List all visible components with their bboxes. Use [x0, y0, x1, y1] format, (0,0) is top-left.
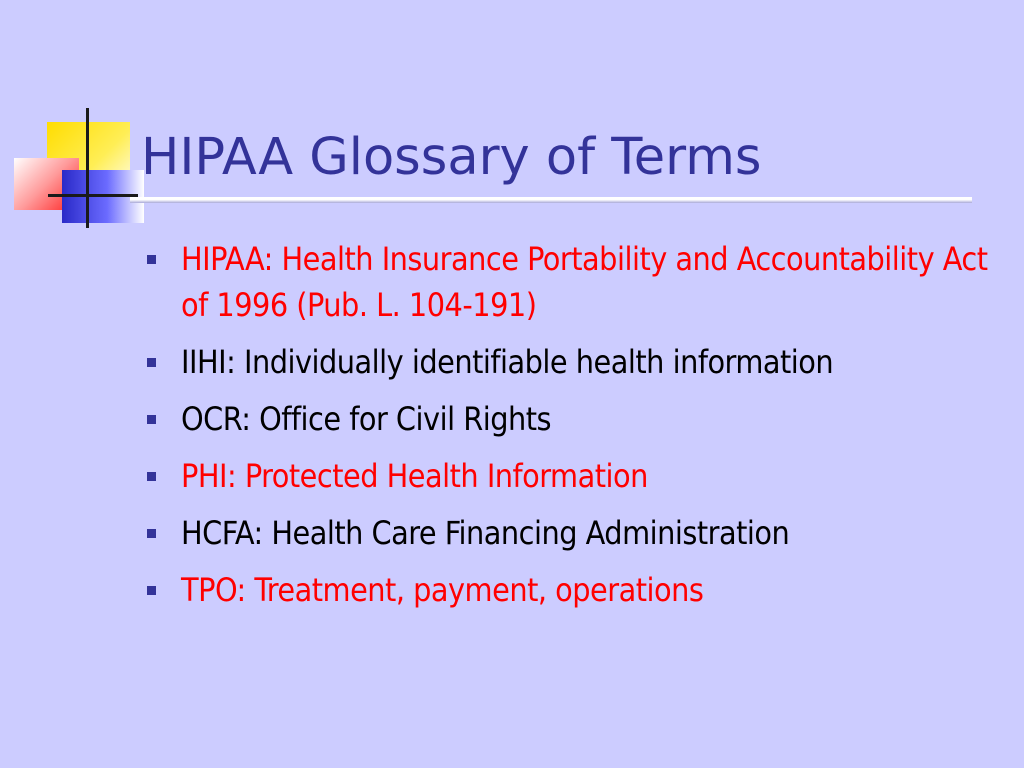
- glossary-item-hcfa: [143, 510, 1003, 556]
- bullet-square-icon: [147, 586, 156, 595]
- title-underline-rule: [130, 197, 972, 203]
- glossary-item-ocr: [143, 396, 1003, 442]
- glossary-item-tpo: [143, 567, 1003, 613]
- glossary-list: [143, 236, 1003, 624]
- glossary-item-iihi: [143, 339, 1003, 385]
- glossary-item-text: HCFA: Health Care Financing Administration: [181, 514, 790, 552]
- glossary-item-hipaa: [143, 236, 1003, 328]
- glossary-item-text: PHI: Protected Health Information: [181, 457, 648, 495]
- bullet-square-icon: [147, 255, 156, 264]
- glossary-item-text: IIHI: Individually identifiable health information: [181, 343, 834, 381]
- horizontal-line-decoration: [48, 194, 138, 197]
- slide-title: HIPAA Glossary of Terms: [141, 128, 762, 187]
- bullet-square-icon: [147, 358, 156, 367]
- glossary-item-text: OCR: Office for Civil Rights: [181, 400, 552, 438]
- glossary-item-text: HIPAA: Health Insurance Portability and Accountability Act of 1996 (Pub. L. 104-191): [181, 240, 988, 324]
- glossary-item-phi: [143, 453, 1003, 499]
- bullet-square-icon: [147, 415, 156, 424]
- bullet-square-icon: [147, 472, 156, 481]
- glossary-item-text: TPO: Treatment, payment, operations: [181, 571, 704, 609]
- bullet-square-icon: [147, 529, 156, 538]
- vertical-line-decoration: [86, 108, 89, 228]
